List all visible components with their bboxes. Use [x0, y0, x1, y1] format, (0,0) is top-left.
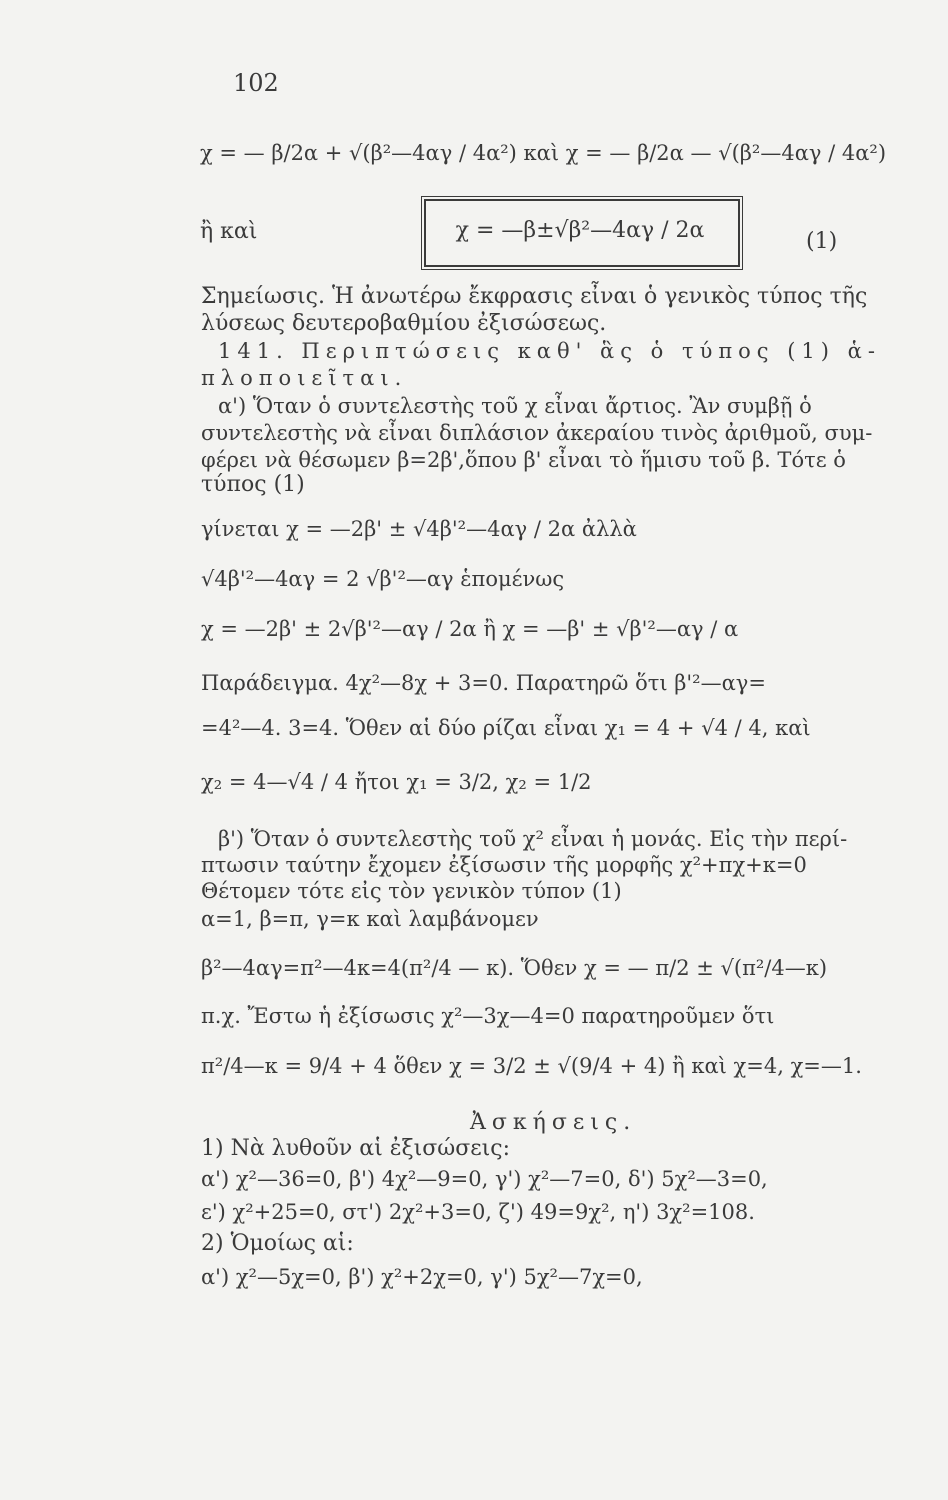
formula-roots: χ = — β/2α + √(β²—4αγ / 4α²) καὶ χ = — β/2α — √(β²—4αγ / 4α²) [200, 141, 887, 165]
paragraph-line: τύπος (1) [201, 472, 305, 497]
paragraph-line: π.χ. Ἔστω ἡ ἐξίσωσις χ²—3χ—4=0 παρατηροῦμεν ὅτι [201, 1004, 775, 1028]
formula-line: γίνεται χ = —2β' ± √4β'²—4αγ / 2α ἀλλὰ [201, 517, 637, 541]
boxed-formula: χ = —β±√β²—4αγ / 2α [455, 218, 705, 243]
paragraph-line: β') Ὅταν ὁ συντελεστὴς τοῦ χ² εἶναι ἡ μονάς. Εἰς τὴν περί- [218, 827, 848, 851]
exercise-line: 1) Νὰ λυθοῦν αἱ ἐξισώσεις: [201, 1136, 510, 1161]
exercise-line: α') χ²—36=0, β') 4χ²—9=0, γ') χ²—7=0, δ') 5χ²—3=0, [201, 1167, 768, 1191]
paragraph-line: πτωσιν ταύτην ἔχομεν ἐξίσωσιν τῆς μορφῆς χ²+πχ+κ=0 [201, 853, 807, 877]
formula-line: χ₂ = 4—√4 / 4 ἤτοι χ₁ = 3/2, χ₂ = 1/2 [201, 770, 592, 794]
paragraph-line: α') Ὅταν ὁ συντελεστὴς τοῦ χ εἶναι ἄρτιος. Ἂν συμβῇ ὁ [218, 394, 812, 418]
paragraph-line: Σημείωσις. Ἡ ἀνωτέρω ἔκφρασις εἶναι ὁ γενικὸς τύπος τῆς [201, 284, 868, 309]
exercises-heading: Ἀσκήσεις. [470, 1110, 637, 1135]
example-line: =4²—4. 3=4. Ὅθεν αἱ δύο ρίζαι εἶναι χ₁ = 4 + √4 / 4, καὶ [201, 716, 811, 740]
formula-line: χ = —2β' ± 2√β'²—αγ / 2α ἢ χ = —β' ± √β'²—αγ / α [201, 617, 739, 641]
exercise-line: 2) Ὁμοίως αἱ: [201, 1231, 354, 1256]
example-line: Παράδειγμα. 4χ²—8χ + 3=0. Παρατηρῶ ὅτι β'²—αγ= [201, 671, 766, 695]
text-or: ἢ καὶ [200, 219, 258, 244]
formula-line: π²/4—κ = 9/4 + 4 ὅθεν χ = 3/2 ± √(9/4 + 4) ἢ καὶ χ=4, χ=—1. [201, 1054, 862, 1078]
paragraph-line: φέρει νὰ θέσωμεν β=2β',ὅπου β' εἶναι τὸ ἥμισυ τοῦ β. Τότε ὁ [201, 448, 846, 472]
formula-number: (1) [806, 229, 838, 254]
section-heading: πλοποιεῖται. [201, 366, 408, 390]
exercise-line: ε') χ²+25=0, στ') 2χ²+3=0, ζ') 49=9χ², η') 3χ²=108. [201, 1200, 755, 1224]
paragraph-line: συντελεστὴς νὰ εἶναι διπλάσιον ἀκεραίου τινὸς ἀριθμοῦ, συμ- [201, 421, 873, 445]
section-heading: 141. Περιπτώσεις καθ' ἃς ὁ τύπος (1) ἁ- [218, 339, 881, 363]
paragraph-line: λύσεως δευτεροβαθμίου ἐξισώσεως. [201, 311, 607, 336]
exercise-line: α') χ²—5χ=0, β') χ²+2χ=0, γ') 5χ²—7χ=0, [201, 1265, 643, 1289]
page-number: 102 [233, 69, 279, 97]
formula-line: β²—4αγ=π²—4κ=4(π²/4 — κ). Ὅθεν χ = — π/2 ± √(π²/4—κ) [201, 956, 828, 980]
paragraph-line: α=1, β=π, γ=κ καὶ λαμβάνομεν [201, 907, 539, 931]
paragraph-line: Θέτομεν τότε εἰς τὸν γενικὸν τύπον (1) [201, 879, 622, 903]
formula-line: √4β'²—4αγ = 2 √β'²—αγ ἑπομένως [201, 567, 565, 591]
